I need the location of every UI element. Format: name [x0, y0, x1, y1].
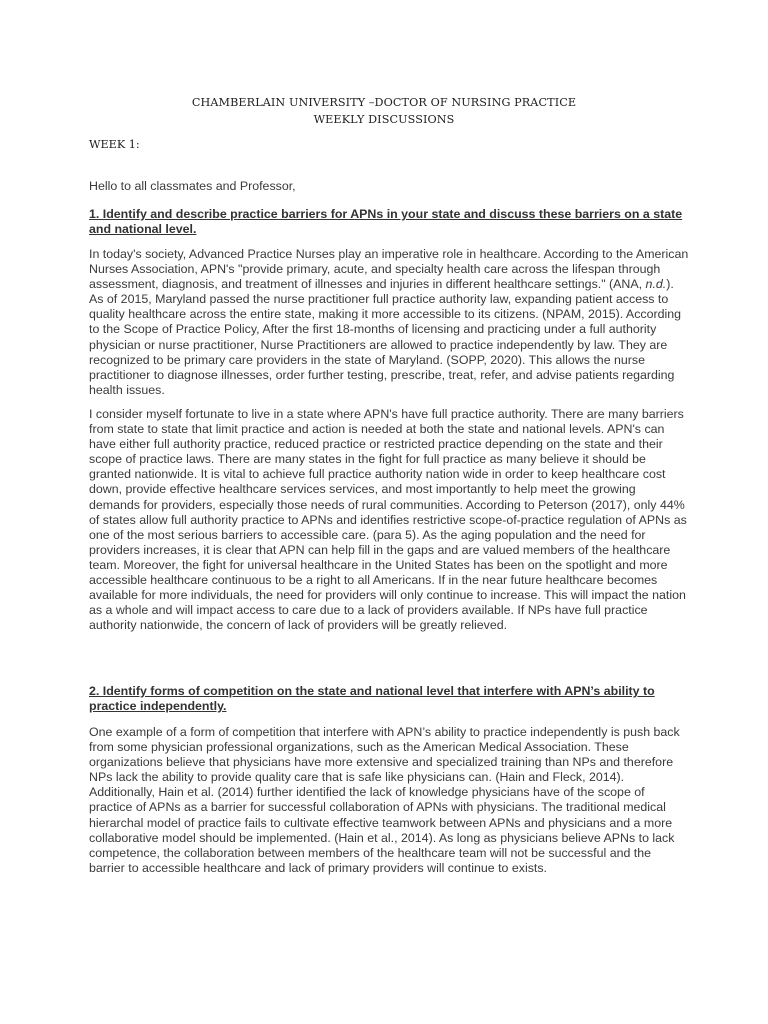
- section1-paragraph-2: I consider myself fortunate to live in a state where APN's have full practice authority. There are many barriers from state to state that limit practice and action is needed at both the state and national levels. APN's can have either full authority practice, reduced practice or restricted practice depending on the state and their scope of practice laws. There are many states in the fight for full practice as many believe it should be granted nationwide. It is vital to achieve full practice authority nation wide in order to keep healthcare cost down, provide effective healthcare services services, and most importantly to help meet the growing demands for providers, especially those needs of rural communities. According to Peterson (2017), only 44% of states allow full authority practice to APNs and identifies restrictive scope-of-practice regulation of APNs as one of the most serious barriers to accessible care. (para 5). As the aging population and the need for providers increases, it is clear that APN can help fill in the gaps and are valued members of the healthcare team. Moreover, the fight for universal healthcare in the United States has been on the spotlight and more accessible healthcare continuous to be a right to all Americans. If in the near future healthcare becomes available for more individuals, the need for providers will only continue to increase. This will impact the nation as a whole and will impact access to care due to a lack of providers available. If NPs have full practice authority nationwide, the concern of lack of providers will be greatly relieved.: [89, 407, 687, 633]
- document-header: [0, 94, 768, 128]
- section1-heading: 1. Identify and describe practice barriers for APNs in your state and discuss these barriers on a state and national level.: [89, 207, 683, 237]
- header-university-line: CHAMBERLAIN UNIVERSITY –DOCTOR OF NURSING PRACTICE: [191, 96, 577, 109]
- greeting: Hello to all classmates and Professor,: [89, 179, 296, 193]
- section2-paragraph-1: One example of a form of competition that interfere with APN’s ability to practice independently is push back from some physician professional organizations, such as the American Medical Association. These organizations believe that physicians have more extensive and specialized training than NPs and therefore NPs lack the ability to provide quality care that is safe like physicians can. (Hain and Fleck, 2014). Additionally, Hain et al. (2014) further identified the lack of knowledge physicians have of the scope of practice of APNs as a barrier for successful collaboration of APNs with physicians. The traditional medical hierarchal model of practice fails to cultivate effective teamwork between APNs and physicians and a more collaborative model should be implemented. (Hain et al., 2014). As long as physicians believe APNs to lack competence, the collaboration between members of the healthcare team will not be successful and the barrier to accessible healthcare and lack of primary providers will continue to exists.: [89, 725, 680, 875]
- section1-paragraph-1-italic: n.d.: [645, 277, 667, 292]
- week-label: WEEK 1:: [89, 138, 140, 151]
- section2-heading: 2. Identify forms of competition on the state and national level that interfere with APN’s ability to practice independently.: [89, 684, 655, 714]
- section1-paragraph-1: [89, 247, 689, 398]
- section1-paragraph-1-part-a: In today's society, Advanced Practice Nurses play an imperative role in healthcare. According to the American Nurses Association, APN's "provide primary, acute, and specialty health care across the lifespan through assessment, diagnosis, and treatment of illnesses and injuries in different healthcare settings." (ANA,: [89, 247, 689, 292]
- header-discussions-line: WEEKLY DISCUSSIONS: [313, 113, 455, 126]
- section1-paragraph-1-part-b: ). As of 2015, Maryland passed the nurse practitioner full practice authority law, expanding patient access to quality healthcare across the entire state, making it more accessible to its citizens. (NPAM, 2015). According to the Scope of Practice Policy, After the first 18-months of licensing and practicing under a full authority physician or nurse practitioner, Nurse Practitioners are allowed to practice independently by law. They are recognized to be primary care providers in the state of Maryland. (SOPP, 2020). This allows the nurse practitioner to diagnose illnesses, order further testing, prescribe, treat, refer, and advise patients regarding health issues.: [89, 277, 682, 397]
